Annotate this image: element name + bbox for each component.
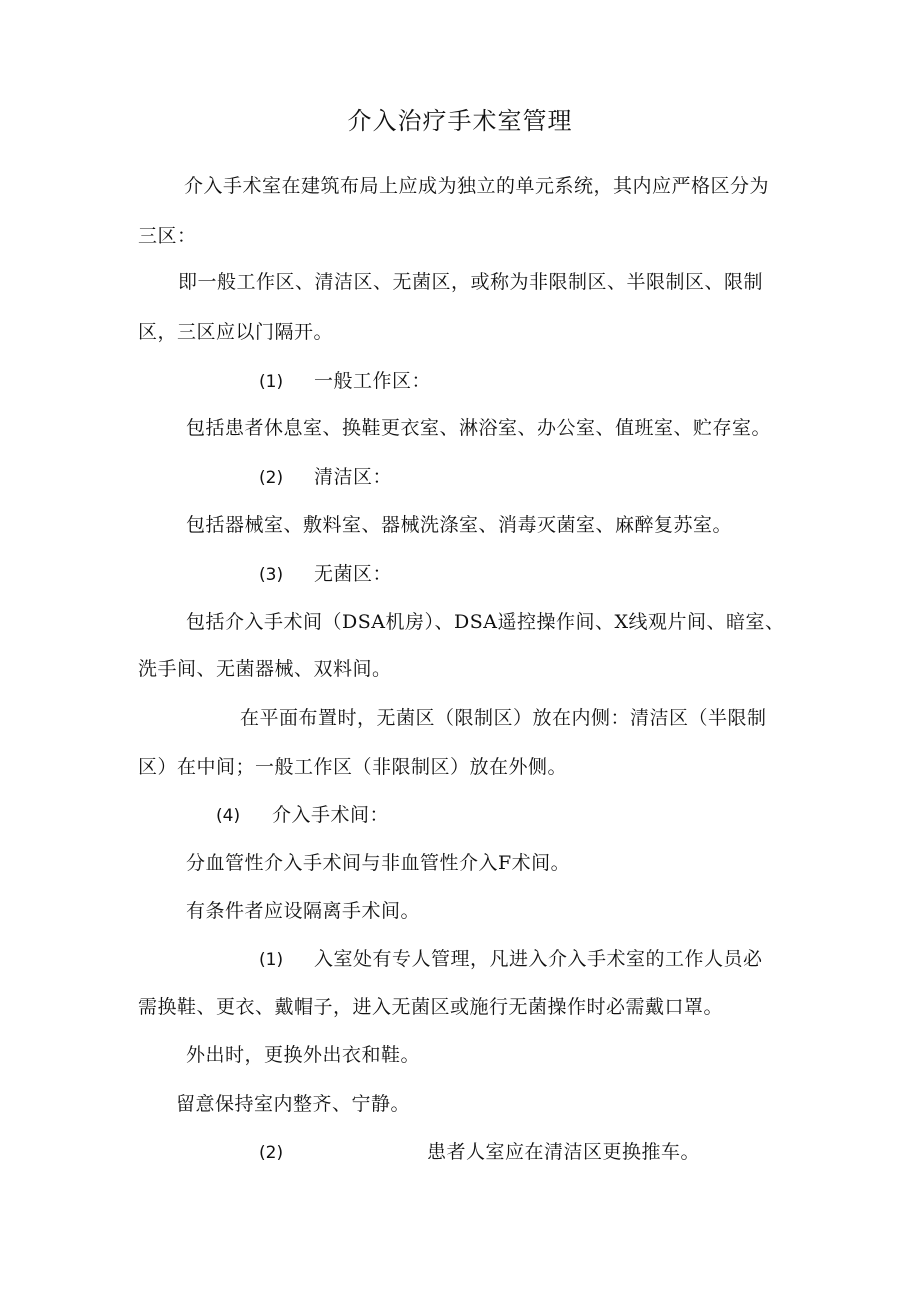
item-3-text-line-2: 洗手间、无菌器械、双料间。 [138,658,392,680]
paragraph-intro-line-1: 介入手术室在建筑布局上应成为独立的单元系统，其内应严格区分为 [184,175,770,197]
item-2-label: 清洁区： [314,466,393,488]
item-3-text-line-1: 包括介入手术间（DSA机房）、DSA遥控操作间、X线观片间、暗室、 [186,611,785,633]
item-2-text: 包括器械室、敷料室、器械洗涤室、消毒灭菌室、麻醉复苏室。 [186,514,733,536]
item-1-text: 包括患者休息室、换鞋更衣室、淋浴室、办公室、值班室、贮存室。 [186,417,772,439]
item-4-text-1: 分血管性介入手术间与非血管性介入F术间。 [186,852,571,874]
paragraph-layout-line-1: 在平面布置时，无菌区（限制区）放在内侧：清洁区（半限制 [240,707,767,729]
item-1-label: 一般工作区： [314,370,432,392]
rule-1-line-3: 外出时，更换外出衣和鞋。 [186,1044,421,1066]
rule-1-line-4: 留意保持室内整齐、宁静。 [176,1093,411,1115]
paragraph-intro-line-2: 三区： [138,225,197,247]
page-title: 介入治疗手术室管理 [347,107,573,135]
rule-1-line-2: 需换鞋、更衣、戴帽子，进入无菌区或施行无菌操作时必需戴口罩。 [138,996,724,1018]
item-2-number: (2) [259,468,284,488]
item-3-number: (3) [259,565,284,585]
paragraph-zones-line-1: 即一般工作区、清洁区、无菌区，或称为非限制区、半限制区、限制 [178,271,764,293]
item-3-label: 无菌区： [314,563,393,585]
rule-2-number: (2) [259,1143,284,1163]
item-4-number: (4) [216,806,241,826]
paragraph-layout-line-2: 区）在中间；一般工作区（非限制区）放在外侧。 [138,756,568,778]
rule-2-text: 患者人室应在清洁区更换推车。 [427,1141,701,1163]
rule-1-line-1: 入室处有专人管理，凡进入介入手术室的工作人员必 [314,948,763,970]
paragraph-zones-line-2: 区，三区应以门隔开。 [138,321,334,343]
item-4-label: 介入手术间： [272,804,390,826]
rule-1-number: (1) [259,950,284,970]
item-4-text-2: 有条件者应设隔离手术间。 [186,900,421,922]
item-1-number: (1) [259,372,284,392]
